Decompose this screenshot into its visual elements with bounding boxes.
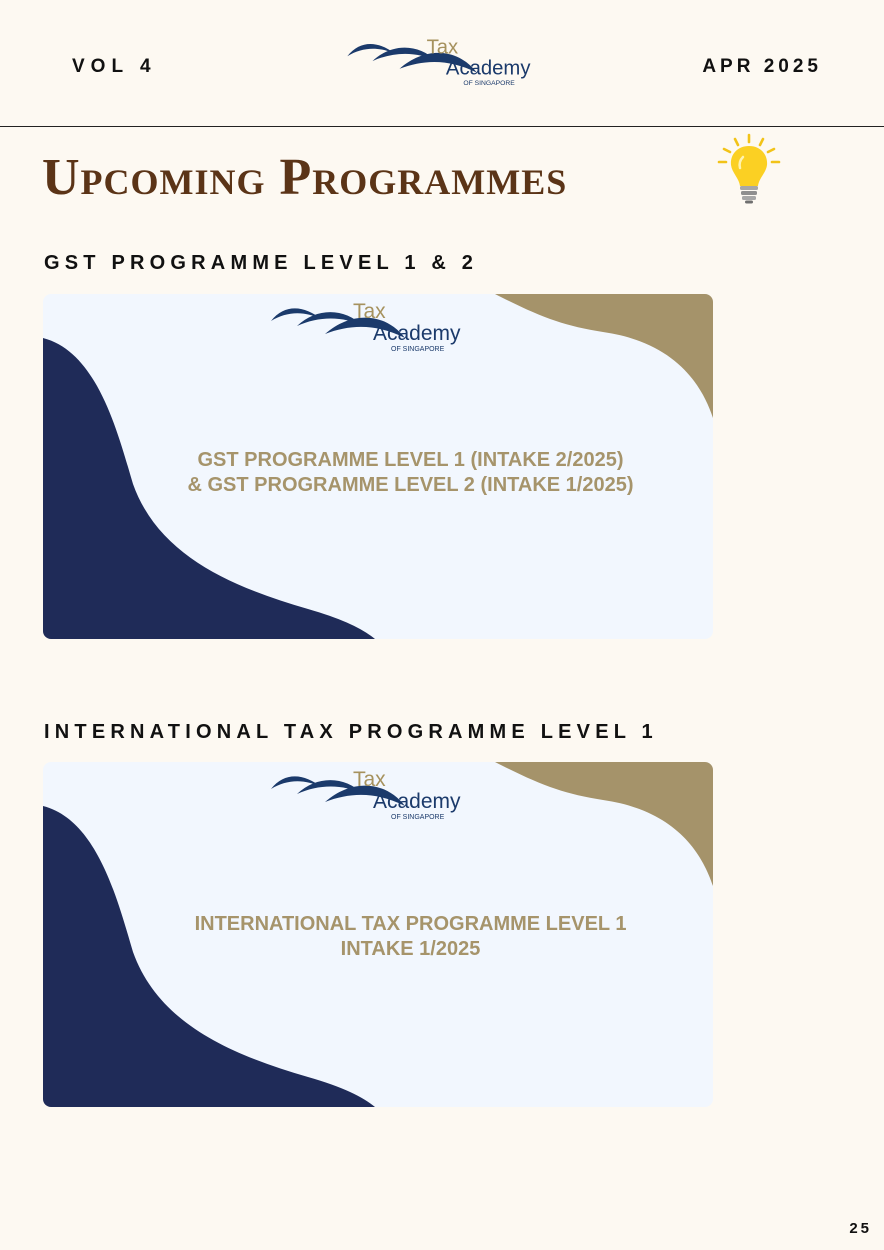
gst-programme-banner[interactable] (43, 294, 713, 639)
logo-text-tax: Tax (353, 768, 386, 791)
section-heading-gst: GST PROGRAMME LEVEL 1 & 2 (44, 252, 479, 274)
logo-text-tax: Tax (426, 36, 459, 59)
banner-title-line-1: GST PROGRAMME LEVEL 1 (INTAKE 2/2025) (197, 449, 624, 471)
light-bulb-icon (715, 133, 783, 205)
tax-academy-logo (346, 34, 542, 92)
tax-academy-logo (271, 766, 471, 826)
logo-text-singapore: OF SINGAPORE (463, 80, 515, 88)
tax-academy-logo (271, 298, 471, 358)
page-title: Upcoming Programmes (42, 149, 568, 206)
page-number: 25 (849, 1220, 872, 1237)
international-tax-programme-banner[interactable] (43, 762, 713, 1107)
banner-title (143, 912, 678, 962)
header-divider (0, 126, 884, 127)
section-heading-international-tax: INTERNATIONAL TAX PROGRAMME LEVEL 1 (44, 721, 658, 743)
logo-text-academy: Academy (445, 57, 531, 80)
banner-title (143, 448, 678, 498)
gold-corner-shape (495, 294, 713, 418)
gold-corner-shape (495, 762, 713, 886)
issue-date: APR 2025 (702, 56, 822, 77)
logo-text-academy: Academy (373, 322, 461, 345)
banner-title-line-1: INTERNATIONAL TAX PROGRAMME LEVEL 1 (194, 913, 627, 935)
logo-text-singapore: OF SINGAPORE (391, 346, 445, 353)
banner-title-line-2: & GST PROGRAMME LEVEL 2 (INTAKE 1/2025) (187, 474, 634, 496)
logo-text-tax: Tax (353, 300, 386, 323)
logo-text-academy: Academy (373, 790, 461, 813)
logo-text-singapore: OF SINGAPORE (391, 814, 445, 821)
volume-label: VOL 4 (72, 56, 157, 77)
banner-title-line-2: INTAKE 1/2025 (340, 938, 481, 960)
